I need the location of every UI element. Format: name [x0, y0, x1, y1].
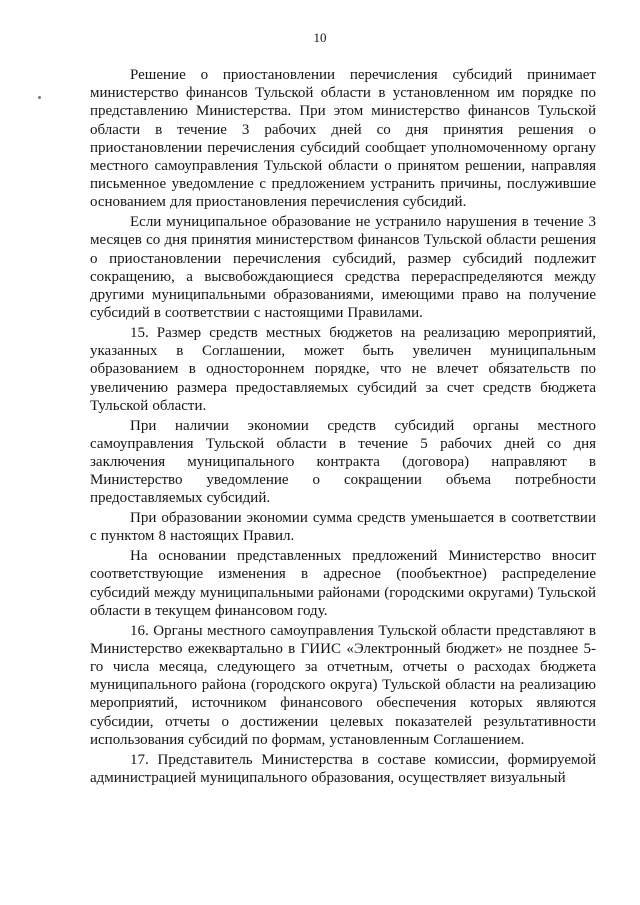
- paragraph-savings-notice: При наличии экономии средств субсидий органы местного самоуправления Тульской области в течение 5 рабочих дней со дня заключения муниципального контракта (договора) направляют в Министерство уведомление о сокращении объема потребности предоставляемых субсидий.: [90, 417, 596, 507]
- paragraph-item-16: 16. Органы местного самоуправления Тульской области представляют в Министерство ежеквартально в ГИИС «Электронный бюджет» не позднее 5-го числа месяца, следующего за отчетным, отчеты о расходах бюджета муниципального района (городского округа) Тульской области на реализацию мероприятий, источником финансового обеспечения которых являются субсидии, отчеты о достижении целевых показателей результативности использования субсидий по формам, установленным Соглашением.: [90, 622, 596, 748]
- margin-mark: [38, 96, 41, 99]
- paragraph-item-17: 17. Представитель Министерства в составе комиссии, формируемой администрацией муниципального образования, осуществляет визуальный: [90, 751, 596, 786]
- document-body: [90, 66, 596, 789]
- paragraph-suspension-decision: Решение о приостановлении перечисления субсидий принимает министерство финансов Тульской области в установленном им порядке по представлению Министерства. При этом министерство финансов Тульской области в течение 3 рабочих дней со дня принятия решения о приостановлении перечисления субсидий сообщает уполномоченному органу местного самоуправления Тульской области о принятом решении, направляя письменное уведомление с предложением устранить причины, послужившие основанием для приостановления перечисления субсидий.: [90, 67, 596, 211]
- paragraph-item-15: 15. Размер средств местных бюджетов на реализацию мероприятий, указанных в Соглашении, может быть увеличен муниципальным образованием в одностороннем порядке, что не влечет обязательств по увеличению размера предоставляемых субсидий за счет средств бюджета Тульской области.: [90, 325, 596, 414]
- paragraph-distribution-changes: На основании представленных предложений Министерство вносит соответствующие изменения в адресное (пообъектное) распределение субсидий между муниципальными районами (городскими округами) Тульской области в текущем финансовом году.: [90, 548, 596, 619]
- paragraph-savings-reduction: При образовании экономии сумма средств уменьшается в соответствии с пунктом 8 настоящих Правил.: [90, 510, 596, 545]
- paragraph-violation-not-fixed: Если муниципальное образование не устранило нарушения в течение 3 месяцев со дня принятия министерством финансов Тульской области решения о приостановлении перечисления субсидий, размер субсидий подлежит сокращению, а высвобождающиеся средства перераспределяются между другими муниципальными образованиями, имеющими право на получение субсидий в соответствии с настоящими Правилами.: [90, 214, 596, 322]
- page-number: 10: [313, 30, 327, 45]
